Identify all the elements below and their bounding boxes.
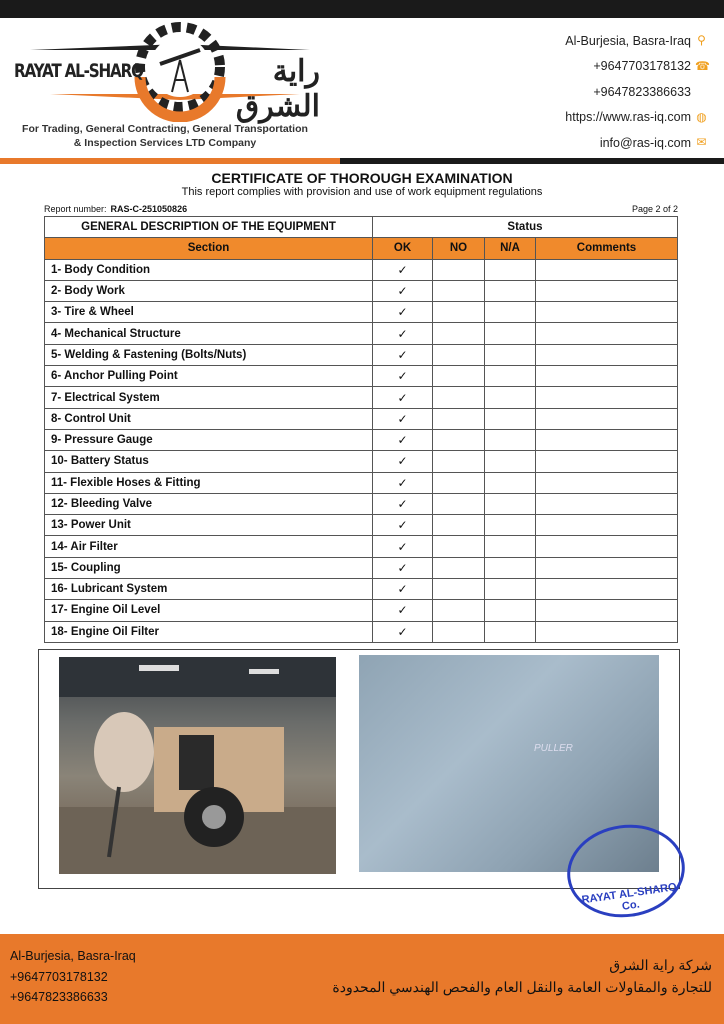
table-row xyxy=(45,557,678,578)
comments-cell xyxy=(536,259,678,280)
section-name: 2- Body Work xyxy=(45,280,373,301)
no-cell xyxy=(433,493,485,514)
table-row xyxy=(45,515,678,536)
ok-check: ✓ xyxy=(373,429,433,450)
col-na: N/A xyxy=(485,238,536,259)
comments-cell xyxy=(536,493,678,514)
footer-phone: +9647823386633 xyxy=(10,990,108,1004)
na-cell xyxy=(485,472,536,493)
na-cell xyxy=(485,493,536,514)
tagline xyxy=(10,122,320,150)
table-row xyxy=(45,387,678,408)
na-cell xyxy=(485,515,536,536)
table-row xyxy=(45,451,678,472)
na-cell xyxy=(485,536,536,557)
na-cell xyxy=(485,259,536,280)
section-name: 13- Power Unit xyxy=(45,515,373,536)
ok-check: ✓ xyxy=(373,280,433,301)
company-logo xyxy=(10,22,320,152)
ok-check: ✓ xyxy=(373,515,433,536)
table-row xyxy=(45,536,678,557)
table-row xyxy=(45,280,678,301)
na-cell xyxy=(485,408,536,429)
contact-phone-2[interactable] xyxy=(565,79,708,105)
report-label: Report number: xyxy=(44,204,107,214)
ok-check: ✓ xyxy=(373,472,433,493)
ok-check: ✓ xyxy=(373,621,433,642)
ok-check: ✓ xyxy=(373,366,433,387)
ok-check: ✓ xyxy=(373,493,433,514)
table-row xyxy=(45,259,678,280)
header-contacts xyxy=(565,28,708,156)
section-name: 1- Body Condition xyxy=(45,259,373,280)
table-row xyxy=(45,429,678,450)
table-row xyxy=(45,579,678,600)
section-name: 4- Mechanical Structure xyxy=(45,323,373,344)
comments-cell xyxy=(536,302,678,323)
ok-check: ✓ xyxy=(373,323,433,344)
table-row xyxy=(45,600,678,621)
no-cell xyxy=(433,621,485,642)
no-cell xyxy=(433,600,485,621)
table-row xyxy=(45,344,678,365)
footer-arabic-name xyxy=(332,954,712,998)
contact-website[interactable] xyxy=(565,105,708,131)
section-name: 3- Tire & Wheel xyxy=(45,302,373,323)
na-cell xyxy=(485,302,536,323)
comments-cell xyxy=(536,280,678,301)
section-name: 5- Welding & Fastening (Bolts/Nuts) xyxy=(45,344,373,365)
report-number-value: RAS-C-251050826 xyxy=(110,204,188,214)
na-cell xyxy=(485,579,536,600)
comments-cell xyxy=(536,387,678,408)
contact-phone-1[interactable] xyxy=(565,54,708,80)
footer xyxy=(0,934,724,1024)
comments-cell xyxy=(536,600,678,621)
ok-check: ✓ xyxy=(373,259,433,280)
table-row xyxy=(45,472,678,493)
no-cell xyxy=(433,515,485,536)
comments-cell xyxy=(536,536,678,557)
footer-ar-line: للتجارة والمقاولات العامة والنقل العام والفحص الهندسي المحدودة xyxy=(332,979,712,995)
ok-check: ✓ xyxy=(373,451,433,472)
na-cell xyxy=(485,621,536,642)
stamp-text: RAYAT AL-SHARQ Co. xyxy=(580,881,678,913)
na-cell xyxy=(485,387,536,408)
tagline-line: & Inspection Services LTD Company xyxy=(73,137,257,149)
no-cell xyxy=(433,557,485,578)
comments-cell xyxy=(536,451,678,472)
logo-text-en: RAYAT AL-SHARQ xyxy=(14,60,143,82)
phone-text: +9647703178132 xyxy=(593,59,691,74)
no-cell xyxy=(433,280,485,301)
email-link[interactable]: info@ras-iq.com xyxy=(599,135,691,150)
table-row xyxy=(45,621,678,642)
comments-cell xyxy=(536,557,678,578)
phone-icon: ☎ xyxy=(695,58,710,73)
plate-text: PULLER xyxy=(534,743,573,754)
comments-cell xyxy=(536,344,678,365)
comments-cell xyxy=(536,515,678,536)
na-cell xyxy=(485,557,536,578)
ok-check: ✓ xyxy=(373,579,433,600)
globe-icon: ◍ xyxy=(696,109,707,124)
inspection-table xyxy=(44,216,678,643)
section-name: 14- Air Filter xyxy=(45,536,373,557)
no-cell xyxy=(433,387,485,408)
no-cell xyxy=(433,302,485,323)
no-cell xyxy=(433,579,485,600)
comments-cell xyxy=(536,323,678,344)
no-cell xyxy=(433,259,485,280)
separator-orange xyxy=(0,158,340,164)
footer-contacts xyxy=(10,946,136,1008)
ok-check: ✓ xyxy=(373,557,433,578)
logo-text-ar: راية الشرق xyxy=(235,55,320,123)
comments-cell xyxy=(536,408,678,429)
group-header: GENERAL DESCRIPTION OF THE EQUIPMENT xyxy=(45,217,373,238)
no-cell xyxy=(433,451,485,472)
envelope-icon: ✉ xyxy=(696,135,707,150)
table-row xyxy=(45,302,678,323)
ok-check: ✓ xyxy=(373,408,433,429)
report-number xyxy=(44,204,187,214)
website-link[interactable]: https://www.ras-iq.com xyxy=(565,110,691,125)
na-cell xyxy=(485,366,536,387)
page-indicator: Page 2 of 2 xyxy=(631,204,678,214)
na-cell xyxy=(485,280,536,301)
section-name: 8- Control Unit xyxy=(45,408,373,429)
no-cell xyxy=(433,366,485,387)
section-name: 6- Anchor Pulling Point xyxy=(45,366,373,387)
no-cell xyxy=(433,472,485,493)
footer-address: Al-Burjesia, Basra-Iraq xyxy=(10,949,136,963)
col-ok: OK xyxy=(373,238,433,259)
ok-check: ✓ xyxy=(373,387,433,408)
na-cell xyxy=(485,429,536,450)
photo-panel xyxy=(38,649,680,913)
document-subtitle: This report complies with provision and use of work equipment regulations xyxy=(181,186,543,198)
comments-cell xyxy=(536,579,678,600)
na-cell xyxy=(485,451,536,472)
no-cell xyxy=(433,429,485,450)
comments-cell xyxy=(536,621,678,642)
table-row xyxy=(45,493,678,514)
na-cell xyxy=(485,344,536,365)
section-name: 15- Coupling xyxy=(45,557,373,578)
section-name: 18- Engine Oil Filter xyxy=(45,621,373,642)
comments-cell xyxy=(536,429,678,450)
ok-check: ✓ xyxy=(373,536,433,557)
comments-cell xyxy=(536,366,678,387)
table-row xyxy=(45,323,678,344)
footer-phone: +9647703178132 xyxy=(10,969,108,984)
section-name: 17- Engine Oil Level xyxy=(45,600,373,621)
col-no: NO xyxy=(433,238,485,259)
table-row xyxy=(45,366,678,387)
col-section: Section xyxy=(45,238,373,259)
contact-email[interactable] xyxy=(565,130,708,156)
na-cell xyxy=(485,600,536,621)
comments-cell xyxy=(536,472,678,493)
ok-check: ✓ xyxy=(373,302,433,323)
document-title: CERTIFICATE OF THOROUGH EXAMINATION xyxy=(211,170,513,186)
phone-text: +9647823386633 xyxy=(593,84,691,99)
section-name: 12- Bleeding Valve xyxy=(45,493,373,514)
separator-black xyxy=(340,158,724,164)
section-name: 11- Flexible Hoses & Fitting xyxy=(45,472,373,493)
status-header: Status xyxy=(373,217,678,238)
no-cell xyxy=(433,323,485,344)
top-bar xyxy=(0,0,724,18)
table-row xyxy=(45,408,678,429)
section-name: 7- Electrical System xyxy=(45,387,373,408)
na-cell xyxy=(485,323,536,344)
no-cell xyxy=(433,344,485,365)
no-cell xyxy=(433,408,485,429)
footer-ar-line: شركة راية الشرق xyxy=(609,957,712,973)
ok-check: ✓ xyxy=(373,344,433,365)
ok-check: ✓ xyxy=(373,600,433,621)
address-text: Al-Burjesia, Basra-Iraq xyxy=(565,33,691,48)
section-name: 16- Lubricant System xyxy=(45,579,373,600)
no-cell xyxy=(433,536,485,557)
location-pin-icon: ⚲ xyxy=(697,33,706,48)
col-comments: Comments xyxy=(536,238,678,259)
puller-machine-illustration xyxy=(59,657,336,874)
section-name: 9- Pressure Gauge xyxy=(45,429,373,450)
contact-address xyxy=(565,28,708,54)
tagline-line: For Trading, General Contracting, General Transportation xyxy=(22,123,308,135)
equipment-photo xyxy=(59,657,336,874)
section-name: 10- Battery Status xyxy=(45,451,373,472)
